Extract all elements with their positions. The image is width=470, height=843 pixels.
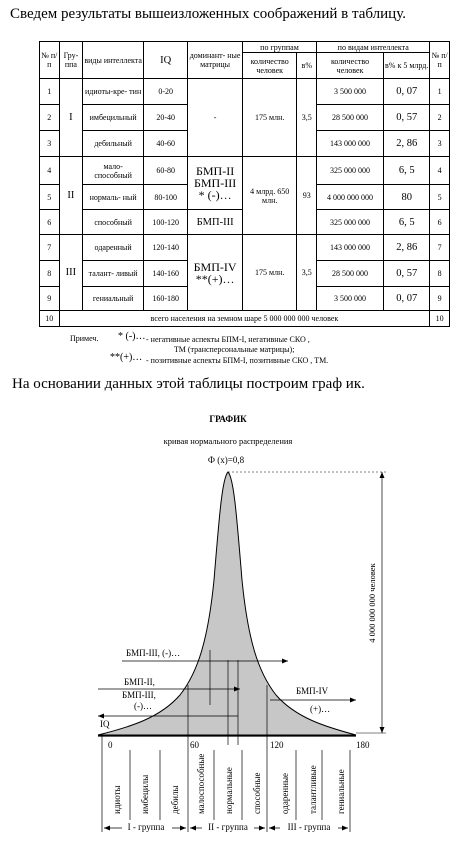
group-percent: 3,5 <box>297 79 317 157</box>
bracket-arrowhead <box>190 826 196 831</box>
height-arrowhead-top <box>380 472 385 478</box>
note-line3: - позитивные аспекты БПМ-I, позитивные СКО , ТМ. <box>146 356 329 365</box>
row-kind: одаренный <box>83 235 144 261</box>
row-count: 143 000 000 <box>317 235 384 261</box>
row-num: 2 <box>40 105 60 131</box>
tick-120: 120 <box>270 740 284 750</box>
row-num-right: 4 <box>430 157 450 185</box>
row-pct: 0, 57 <box>384 261 430 287</box>
group-count: 175 млн. <box>242 79 297 157</box>
row-num-right: 3 <box>430 131 450 157</box>
row-num-right: 2 <box>430 105 450 131</box>
bracket-arrowhead <box>342 826 348 831</box>
header-count2: количество человек <box>317 53 384 79</box>
group-percent: 93 <box>297 157 317 235</box>
dominant-a: БМП-IV <box>193 259 237 274</box>
row-iq: 20-40 <box>144 105 188 131</box>
graph-subtitle: кривая нормального распределения <box>163 436 293 446</box>
group-count: 4 млрд. 650 млн. <box>242 157 297 235</box>
row-count: 325 000 000 <box>317 157 384 185</box>
dominant-c: * (-)… <box>198 188 232 202</box>
tick-0: 0 <box>108 740 113 750</box>
bottom-heading: На основании данных этой таблицы построим граф ик. <box>12 376 365 392</box>
arrowhead-minus <box>98 714 104 719</box>
bracket-arrowhead <box>269 826 275 831</box>
row-kind: способный <box>83 210 144 235</box>
notes-label: Примеч. <box>70 334 99 343</box>
header-group: Гру- ппа <box>59 42 83 79</box>
row-kind: мало- способный <box>83 157 144 185</box>
row-count: 4 000 000 000 <box>317 185 384 210</box>
header-by-groups: по группам <box>242 42 316 53</box>
row-kind: талант- ливый <box>83 261 144 287</box>
height-arrowhead-bottom <box>380 727 385 733</box>
row-pct: 6, 5 <box>384 210 430 235</box>
note-star2: **(+)… <box>110 352 143 363</box>
row-count: 3 500 000 <box>317 79 384 105</box>
distribution-graph <box>0 400 470 843</box>
header-iq: IQ <box>144 42 188 79</box>
group2-label: II - группа <box>208 822 248 832</box>
row-count: 143 000 000 <box>317 131 384 157</box>
row-num-right: 1 <box>430 79 450 105</box>
total-num: 10 <box>40 311 60 327</box>
row-count: 3 500 000 <box>317 287 384 311</box>
annotation-bmp2: БМП-II, <box>124 677 155 687</box>
row-iq: 40-60 <box>144 131 188 157</box>
group-label: I <box>59 79 83 157</box>
kind-label: нормальные <box>224 767 234 814</box>
row-num-right: 8 <box>430 261 450 287</box>
peak-label: Ф (х)=0,8 <box>207 455 245 465</box>
row-iq: 120-140 <box>144 235 188 261</box>
row-num: 3 <box>40 131 60 157</box>
note-star1: * (-)… <box>118 331 146 342</box>
row-pct: 6, 5 <box>384 157 430 185</box>
row-iq: 60-80 <box>144 157 188 185</box>
annotation-bmp3: БМП-III, (-)… <box>126 648 181 658</box>
arrowhead-bmp4 <box>350 698 356 703</box>
header-pct-of-5: в% к 5 млрд. <box>384 53 430 79</box>
header-dominant: доминант- ные матрицы <box>188 42 243 79</box>
row-count: 28 500 000 <box>317 105 384 131</box>
kind-label: малоспособные <box>196 753 206 814</box>
row-num: 7 <box>40 235 60 261</box>
row-count: 325 000 000 <box>317 210 384 235</box>
row-num: 5 <box>40 185 60 210</box>
row-iq: 160-180 <box>144 287 188 311</box>
header-num-right: № п/п <box>430 42 450 79</box>
group-count: 175 млн. <box>242 235 297 311</box>
row-count: 28 500 000 <box>317 261 384 287</box>
row-iq: 0-20 <box>144 79 188 105</box>
group-dominant: - <box>188 79 243 157</box>
bracket-arrowhead <box>259 826 265 831</box>
note-line2: ТМ (трансперсональные матрицы); <box>174 345 295 354</box>
tick-60: 60 <box>190 740 199 750</box>
header-percent: в% <box>297 53 317 79</box>
annotation-bmp3b: БМП-III, <box>122 690 156 700</box>
header-count: количество человек <box>242 53 297 79</box>
group-percent: 3,5 <box>297 235 317 311</box>
row-iq: 80-100 <box>144 185 188 210</box>
header-by-kinds: по видам интеллекта <box>317 42 430 53</box>
header-kind: виды интеллекта <box>83 42 144 79</box>
annotation-plus: (+)… <box>310 704 331 714</box>
row-num-right: 6 <box>430 210 450 235</box>
bracket-arrowhead <box>180 826 186 831</box>
kind-label: дебилы <box>170 785 180 814</box>
row-kind: гениальный <box>83 287 144 311</box>
group-label: III <box>59 235 83 311</box>
row-kind: имбецильный <box>83 105 144 131</box>
tick-180: 180 <box>356 740 370 750</box>
dominant-b: БМП-III <box>193 176 237 190</box>
group-label: II <box>59 157 83 235</box>
group-dominant <box>188 157 243 210</box>
row-kind: идиоты-кре- тин <box>83 79 144 105</box>
row-pct: 0, 07 <box>384 79 430 105</box>
dominant-a: БМП-II <box>195 164 235 178</box>
kind-label: гениальные <box>336 769 346 814</box>
row-kind: дебильный <box>83 131 144 157</box>
kind-label: имбецилы <box>140 774 150 814</box>
kind-label: идиоты <box>112 785 122 814</box>
dominant-d: БМП-III <box>188 210 243 235</box>
header-num: № п/п <box>40 42 60 79</box>
row-pct: 0, 07 <box>384 287 430 311</box>
top-heading: Сведем результаты вышеизложенных соображений в таблицу. <box>10 6 406 22</box>
kind-label: способные <box>252 772 262 814</box>
row-pct: 2, 86 <box>384 235 430 261</box>
intelligence-table <box>39 41 450 327</box>
note-line1: - негативные аспекты БПМ-I, негативные СКО , <box>146 335 310 344</box>
row-kind: нормаль- ный <box>83 185 144 210</box>
total-text: всего населения на земном шаре 5 000 000 000 человек <box>59 311 430 327</box>
row-iq: 140-160 <box>144 261 188 287</box>
row-num: 1 <box>40 79 60 105</box>
row-num: 4 <box>40 157 60 185</box>
group-dominant <box>188 235 243 311</box>
total-num-right: 10 <box>430 311 450 327</box>
row-iq: 100-120 <box>144 210 188 235</box>
row-num: 8 <box>40 261 60 287</box>
annotation-minus: (-)… <box>134 701 152 711</box>
graph-title: ГРАФИК <box>209 414 247 424</box>
kind-label: одаренные <box>280 773 290 814</box>
row-num-right: 9 <box>430 287 450 311</box>
row-num: 6 <box>40 210 60 235</box>
row-pct: 0, 57 <box>384 105 430 131</box>
row-pct: 2, 86 <box>384 131 430 157</box>
row-pct: 80 <box>384 185 430 210</box>
row-num-right: 5 <box>430 185 450 210</box>
group3-label: III - группа <box>287 822 331 832</box>
row-num-right: 7 <box>430 235 450 261</box>
annotation-bmp4: БМП-IV <box>296 686 329 696</box>
group1-label: I - группа <box>127 822 165 832</box>
bracket-arrowhead <box>104 826 110 831</box>
row-num: 9 <box>40 287 60 311</box>
axis-iq-label: IQ <box>100 719 110 729</box>
kind-label: талантливые <box>308 765 318 814</box>
dominant-b: **(+)… <box>195 271 235 286</box>
vertical-label: 4 000 000 000 человек <box>367 563 377 643</box>
arrowhead-bmp3 <box>282 659 288 664</box>
